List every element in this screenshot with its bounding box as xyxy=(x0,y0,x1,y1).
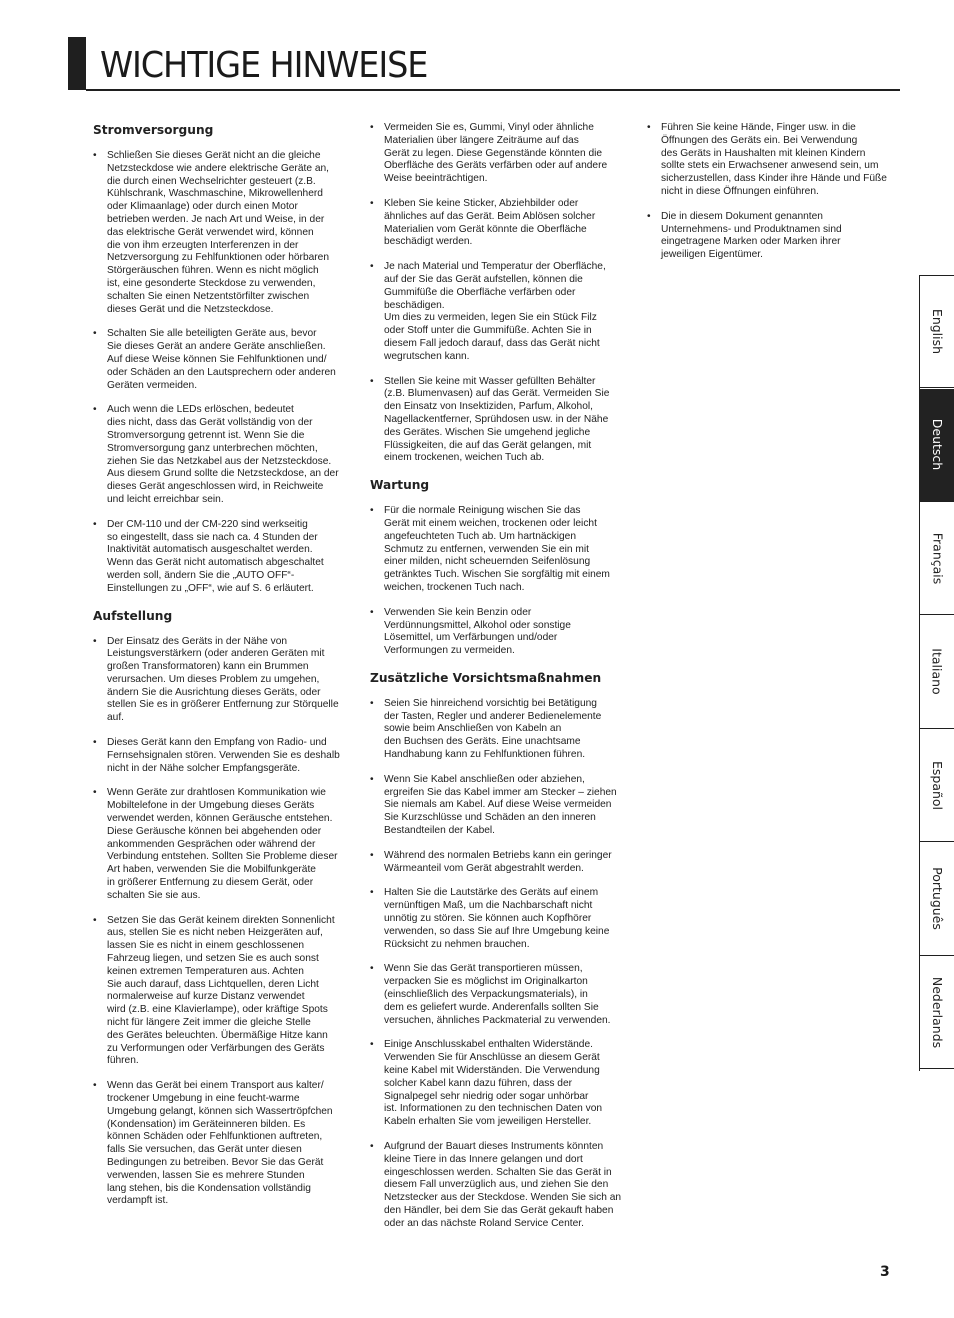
bullet-item xyxy=(370,698,624,762)
bullet-item xyxy=(93,404,347,506)
bullet-item xyxy=(93,519,347,596)
title-accent-bar xyxy=(68,37,86,90)
tab-label: Português xyxy=(930,867,946,930)
bullet-text: Seien Sie hinreichend vorsichtig bei Betätigung der Tasten, Regler und anderer Bedienelemente sowie beim Anschließen von Kabeln an den Buchsen des Geräts. Eine unachtsame Handhabung kann zu Fehlfunktionen führen. xyxy=(384,697,602,761)
tab-nederlands[interactable] xyxy=(920,956,954,1069)
bullet-item xyxy=(370,1141,624,1231)
bullet-text: Während des normalen Betriebs kann ein geringer Wärmeanteil vom Gerät abgestrahlt werden. xyxy=(384,849,612,874)
bullet-text: Vermeiden Sie es, Gummi, Vinyl oder ähnliche Materialien über längere Zeiträume auf das Gerät zu legen. Diese Gegenstände könnten die Oberfläche des Geräts verfärben oder auf andere Weise beeinträchtigen. xyxy=(384,122,608,185)
tab-label: Nederlands xyxy=(930,976,945,1048)
section xyxy=(93,608,347,1209)
bullet-text: Dieses Gerät kann den Empfang von Radio- und Fernsehsignalen stören. Verwenden Sie es deshalb nicht in der Nähe solcher Empfangsgeräte. xyxy=(107,737,340,774)
content-column-1 xyxy=(93,122,347,1220)
section xyxy=(647,122,897,262)
content-column-3 xyxy=(647,122,897,274)
section xyxy=(370,670,624,1231)
tab-label: Français xyxy=(930,532,945,584)
tab-italiano[interactable] xyxy=(920,616,954,729)
section-heading: Zusätzliche Vorsichtsmaßnahmen xyxy=(370,670,602,685)
bullet-text: Auch wenn die LEDs erlöschen, bedeutet dies nicht, dass das Gerät vollständig von der Stromversorgung getrennt ist. Wenn Sie die Stromversorgung ganz unterbrechen möchten, ziehen Sie das Netzkabel aus der Netzsteckdose. Aus diesem Grund sollte die Netzsteckdose, an der dieses Gerät angeschlossen wird, in Reichweite und leicht erreichbar sein. xyxy=(107,404,339,505)
bullet-item xyxy=(370,122,624,186)
bullet-item xyxy=(370,963,624,1027)
bullet-list xyxy=(370,122,624,465)
bullet-item xyxy=(93,150,347,316)
section xyxy=(93,122,347,596)
bullet-item xyxy=(93,787,347,902)
tab-português[interactable] xyxy=(920,843,954,956)
bullet-list xyxy=(647,122,897,262)
bullet-item xyxy=(370,198,624,249)
bullet-text: Kleben Sie keine Sticker, Abziehbilder oder ähnliches auf das Gerät. Beim Ablösen solcher Materialien vom Gerät könnte die Oberfläche beschädigt werden. xyxy=(384,197,596,248)
bullet-item xyxy=(370,887,624,951)
bullet-text: Je nach Material und Temperatur der Oberfläche, auf der Sie das Gerät aufstellen, können die Gummifüße die Oberfläche verfärben oder beschädigen. Um dies zu vermeiden, legen Sie ein Stück Filz oder Stoff unter die Gummifüße. Achten Sie in diesem Fall jedoch darauf, dass das Gerät nicht wegrutschen kann. xyxy=(384,261,606,362)
bullet-text: Halten Sie die Lautstärke des Geräts auf einem vernünftigen Maß, um die Nachbarschaft nicht unnötig zu stören. Sie können auch Kopfhörer verwenden, so dass Sie auf Ihre Umgebung keine Rücksicht zu nehmen brauchen. xyxy=(384,887,610,950)
bullet-item xyxy=(93,737,347,775)
bullet-text: Der CM-110 und der CM-220 sind werkseitig so eingestellt, dass sie nach ca. 4 Stunden der Inaktivität automatisch ausgeschaltet werden. Wenn das Gerät nicht automatisch abgeschaltet werden soll, ändern Sie die „AUTO OFF“- Einstellungen zu „OFF“, wie auf S. 6 erläutert. xyxy=(107,518,324,594)
bullet-item xyxy=(93,1080,347,1208)
tab-english[interactable] xyxy=(920,275,954,388)
bullet-list xyxy=(93,150,347,596)
bullet-text: Setzen Sie das Gerät keinem direkten Sonnenlicht aus, stellen Sie es nicht neben Heizgeräten auf, lassen Sie es nicht in einem geschlossenen Fahrzeug liegen, und setzen Sie es auch sonst keinen extremen Temperaturen aus. Achten Sie auch darauf, dass Lichtquellen, deren Licht normalerweise auf kurze Distanz verwendet wird (z.B. eine Klavierlampe), oder kräftige Spots nicht für längere Zeit immer die gleiche Stelle des Gerätes beleuchten. Übermäßige Hitze kann zu Verformungen oder Verfärbungen des Geräts führen. xyxy=(107,914,335,1067)
bullet-item xyxy=(370,1039,624,1129)
bullet-item xyxy=(370,850,624,876)
bullet-text: Wenn das Gerät bei einem Transport aus kalter/ trockener Umgebung in eine feucht-warme Umgebung gelangt, können sich Wassertröpfchen (Kondensation) im Geräteinneren bilden. Es können Schäden oder Fehlfunktionen auftreten, falls Sie versuchen, das Gerät unter diesen Bedingungen zu betreiben. Bevor Sie das Gerät verwenden, lassen Sie es mehrere Stunden lang stehen, bis die Kondensation vollständig verdampft ist. xyxy=(107,1080,333,1207)
bullet-text: Stellen Sie keine mit Wasser gefüllten Behälter (z.B. Blumenvasen) auf das Gerät. Vermeiden Sie den Einsatz von Insektiziden, Parfum, Alkohol, Nagellackentferner, Sprühdosen usw. in der Nähe des Gerätes. Wischen Sie umgehend jegliche Flüssigkeiten, die auf das Gerät gelangen, mit einem trockenen, weichen Tuch ab. xyxy=(384,375,610,464)
content-column-2 xyxy=(370,122,624,1243)
bullet-list xyxy=(370,698,624,1231)
tab-español[interactable] xyxy=(920,729,954,842)
bullet-text: Wenn Geräte zur drahtlosen Kommunikation wie Mobiltelefone in der Umgebung dieses Geräts verwendet werden, können Geräusche entstehen. Diese Geräusche können bei abgehenden oder ankommenden Gesprächen oder während der Verbindung entstehen. Sollten Sie Probleme dieser Art haben, verwenden Sie die Mobilfunkgeräte in größerer Entfernung zu diesem Gerät, oder schalten Sie sie aus. xyxy=(107,787,338,901)
bullet-text: Schalten Sie alle beteiligten Geräte aus, bevor Sie dieses Gerät an andere Geräte anschließen. Auf diese Weise können Sie Fehlfunktionen und/ oder Schäden an den Lautsprechern oder anderen Geräten vermeiden. xyxy=(107,328,336,391)
bullet-text: Die in diesem Dokument genannten Unternehmens- und Produktnamen sind eingetragene Marken oder Marken ihrer jeweiligen Eigentümer. xyxy=(661,210,842,261)
bullet-text: Wenn Sie Kabel anschließen oder abziehen, ergreifen Sie das Kabel immer am Stecker – ziehen Sie niemals am Kabel. Auf diese Weise vermeiden Sie Kurzschlüsse und Schäden an den inneren Bestandteilen der Kabel. xyxy=(384,773,617,837)
bullet-text: Schließen Sie dieses Gerät nicht an die gleiche Netzsteckdose wie andere elektrische Geräte an, die durch einen Wechselrichter gesteuert (z.B. Kühlschrank, Waschmaschine, Mikrowellenherd oder Klimaanlage) oder durch einen Motor betrieben werden. Je nach Art und Weise, in der das elektrische Gerät verwendet wird, können die von ihm erzeugten Interferenzen in der Netzversorgung zu Fehlfunktionen oder hörbaren Störgeräuschen führen. Wenn es nicht möglich ist, eine gesonderte Steckdose zu verwenden, schalten Sie einen Netzentstörfilter zwischen dieses Gerät und die Netzsteckdose. xyxy=(107,150,329,315)
bullet-text: Führen Sie keine Hände, Finger usw. in die Öffnungen des Geräts ein. Bei Verwendung des Geräts in Haushalten mit kleinen Kindern sollte stets ein Erwachsener anwesend sein, um sicherzustellen, dass Kinder ihre Hände und Füße nicht in diese Öffnungen einführen. xyxy=(661,122,887,197)
bullet-item xyxy=(93,328,347,392)
page-title: WICHTIGE HINWEISE xyxy=(100,45,428,86)
bullet-item xyxy=(370,505,624,595)
language-tab-nav xyxy=(919,275,954,1071)
bullet-text: Für die normale Reinigung wischen Sie das Gerät mit einem weichen, trockenen oder leicht angefeuchteten Tuch ab. Um hartnäckigen Schmutz zu entfernen, verwenden Sie ein mit einer milden, nicht scheuernden Seifenlösung getränktes Tuch. Wischen Sie sorgfältig mit einem weichen, trockenen Tuch nach. xyxy=(384,505,610,593)
tab-label: Deutsch xyxy=(930,418,946,471)
bullet-text: Wenn Sie das Gerät transportieren müssen, verpacken Sie es möglichst im Originalkarton (einschließlich des Verpackungsmaterials), in dem es geliefert wurde. Anderenfalls sollten Sie versuchen, ähnliches Packmaterial zu verwenden. xyxy=(384,963,611,1026)
section-heading: Aufstellung xyxy=(93,608,173,623)
bullet-item xyxy=(370,376,624,466)
bullet-list xyxy=(93,636,347,1209)
bullet-text: Aufgrund der Bauart dieses Instruments könnten kleine Tiere in das Innere gelangen und dort eingeschlossen werden. Schalten Sie das Gerät in diesem Fall unverzüglich aus, und ziehen Sie den Netzstecker aus der Steckdose. Wenden Sie sich an den Händler, bei dem Sie das Gerät gekauft haben oder an das nächste Roland Service Center. xyxy=(384,1141,622,1229)
bullet-item xyxy=(370,774,624,838)
bullet-item xyxy=(647,122,897,199)
section xyxy=(370,477,624,658)
title-underline xyxy=(86,89,900,91)
bullet-item xyxy=(370,261,624,363)
page-number: 3 xyxy=(880,1264,890,1280)
section xyxy=(370,122,624,465)
bullet-item xyxy=(370,607,624,658)
bullet-item xyxy=(93,915,347,1069)
bullet-text: Verwenden Sie kein Benzin oder Verdünnungsmittel, Alkohol oder sonstige Lösemittel, um Verfärbungen und/oder Verformungen zu vermeiden. xyxy=(384,606,571,657)
bullet-text: Einige Anschlusskabel enthalten Widerstände. Verwenden Sie für Anschlüsse an diesem Gerät keine Kabel mit Widerständen. Die Verwendung solcher Kabel kann dazu führen, dass der Signalpegel sehr niedrig oder sogar unhörbar ist. Informationen zu den technischen Daten von Kabeln erhalten Sie vom jeweiligen Hersteller. xyxy=(384,1039,603,1128)
tab-label: English xyxy=(930,308,946,355)
section-heading: Wartung xyxy=(370,478,430,493)
bullet-item xyxy=(647,211,897,262)
tab-label: Italiano xyxy=(930,648,945,695)
tab-deutsch[interactable] xyxy=(920,389,954,502)
bullet-list xyxy=(370,505,624,658)
tab-français[interactable] xyxy=(920,502,954,615)
section-heading: Stromversorgung xyxy=(93,123,214,137)
bullet-item xyxy=(93,636,347,726)
tab-label: Español xyxy=(930,760,945,810)
bullet-text: Der Einsatz des Geräts in der Nähe von Leistungsverstärkern (oder anderen Geräten mit großen Transformatoren) kann ein Brummen verursachen. Um dieses Problem zu umgehen, ändern Sie die Ausrichtung dieses Geräts, oder stellen Sie es in größerer Entfernung zur Störquelle auf. xyxy=(107,635,339,724)
